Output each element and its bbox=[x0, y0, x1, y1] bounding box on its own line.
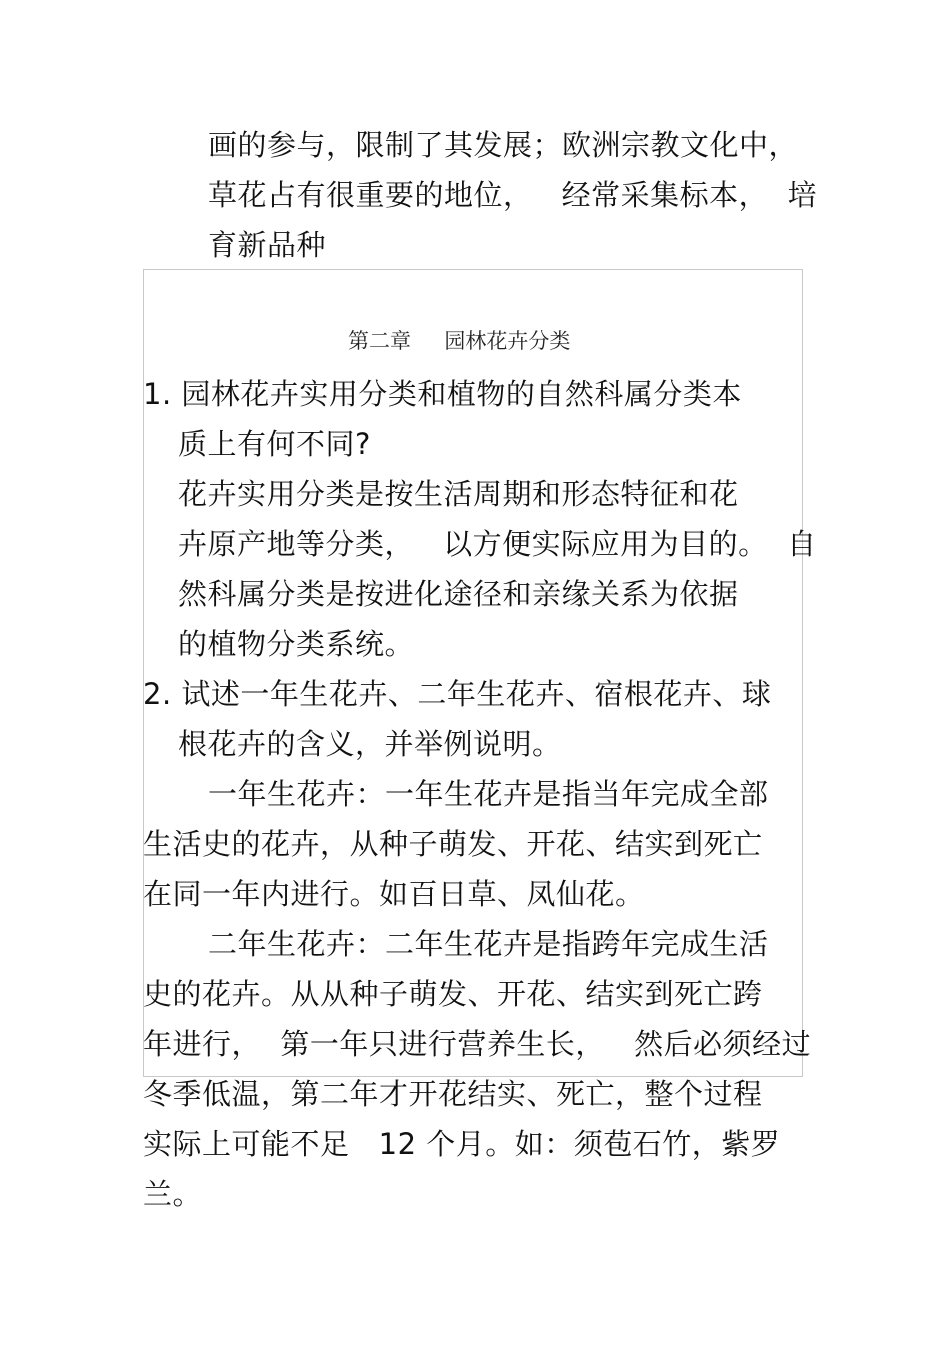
q2-line-1: 2. 试述一年生花卉、二年生花卉、宿根花卉、球 bbox=[143, 677, 772, 711]
q2-line-5: 在同一年内进行。如百日草、凤仙花。 bbox=[143, 877, 645, 911]
intro-line-1: 画的参与，限制了其发展；欧洲宗教文化中， bbox=[208, 128, 799, 162]
q2-line-4: 生活史的花卉，从种子萌发、开花、结实到死亡 bbox=[143, 827, 763, 861]
q1-line-6: 的植物分类系统。 bbox=[178, 627, 415, 661]
q1-line-1: 1. 园林花卉实用分类和植物的自然科属分类本 bbox=[143, 377, 742, 411]
intro-line-3: 育新品种 bbox=[208, 228, 327, 262]
q1-line-3: 花卉实用分类是按生活周期和形态特征和花 bbox=[178, 477, 739, 511]
q2-line-9: 冬季低温，第二年才开花结实、死亡，整个过程 bbox=[143, 1077, 763, 1111]
q2-line-10: 实际上可能不足 12 个月。如：须苞石竹，紫罗 bbox=[143, 1127, 781, 1161]
q1-line-2: 质上有何不同? bbox=[178, 427, 371, 461]
q2-line-7: 史的花卉。从从种子萌发、开花、结实到死亡跨 bbox=[143, 977, 763, 1011]
q2-line-2: 根花卉的含义，并举例说明。 bbox=[178, 727, 562, 761]
q1-line-5: 然科属分类是按进化途径和亲缘关系为依据 bbox=[178, 577, 739, 611]
q2-line-6: 二年生花卉：二年生花卉是指跨年完成生活 bbox=[208, 927, 769, 961]
q2-line-11: 兰。 bbox=[143, 1177, 203, 1211]
q1-line-4: 卉原产地等分类， 以方便实际应用为目的。 自 bbox=[178, 527, 817, 561]
intro-line-2: 草花占有很重要的地位， 经常采集标本， 培 bbox=[208, 178, 818, 212]
q2-line-3: 一年生花卉：一年生花卉是指当年完成全部 bbox=[208, 777, 769, 811]
q2-line-8: 年进行， 第一年只进行营养生长， 然后必须经过 bbox=[143, 1027, 812, 1061]
chapter-title: 第二章 园林花卉分类 bbox=[348, 329, 571, 353]
